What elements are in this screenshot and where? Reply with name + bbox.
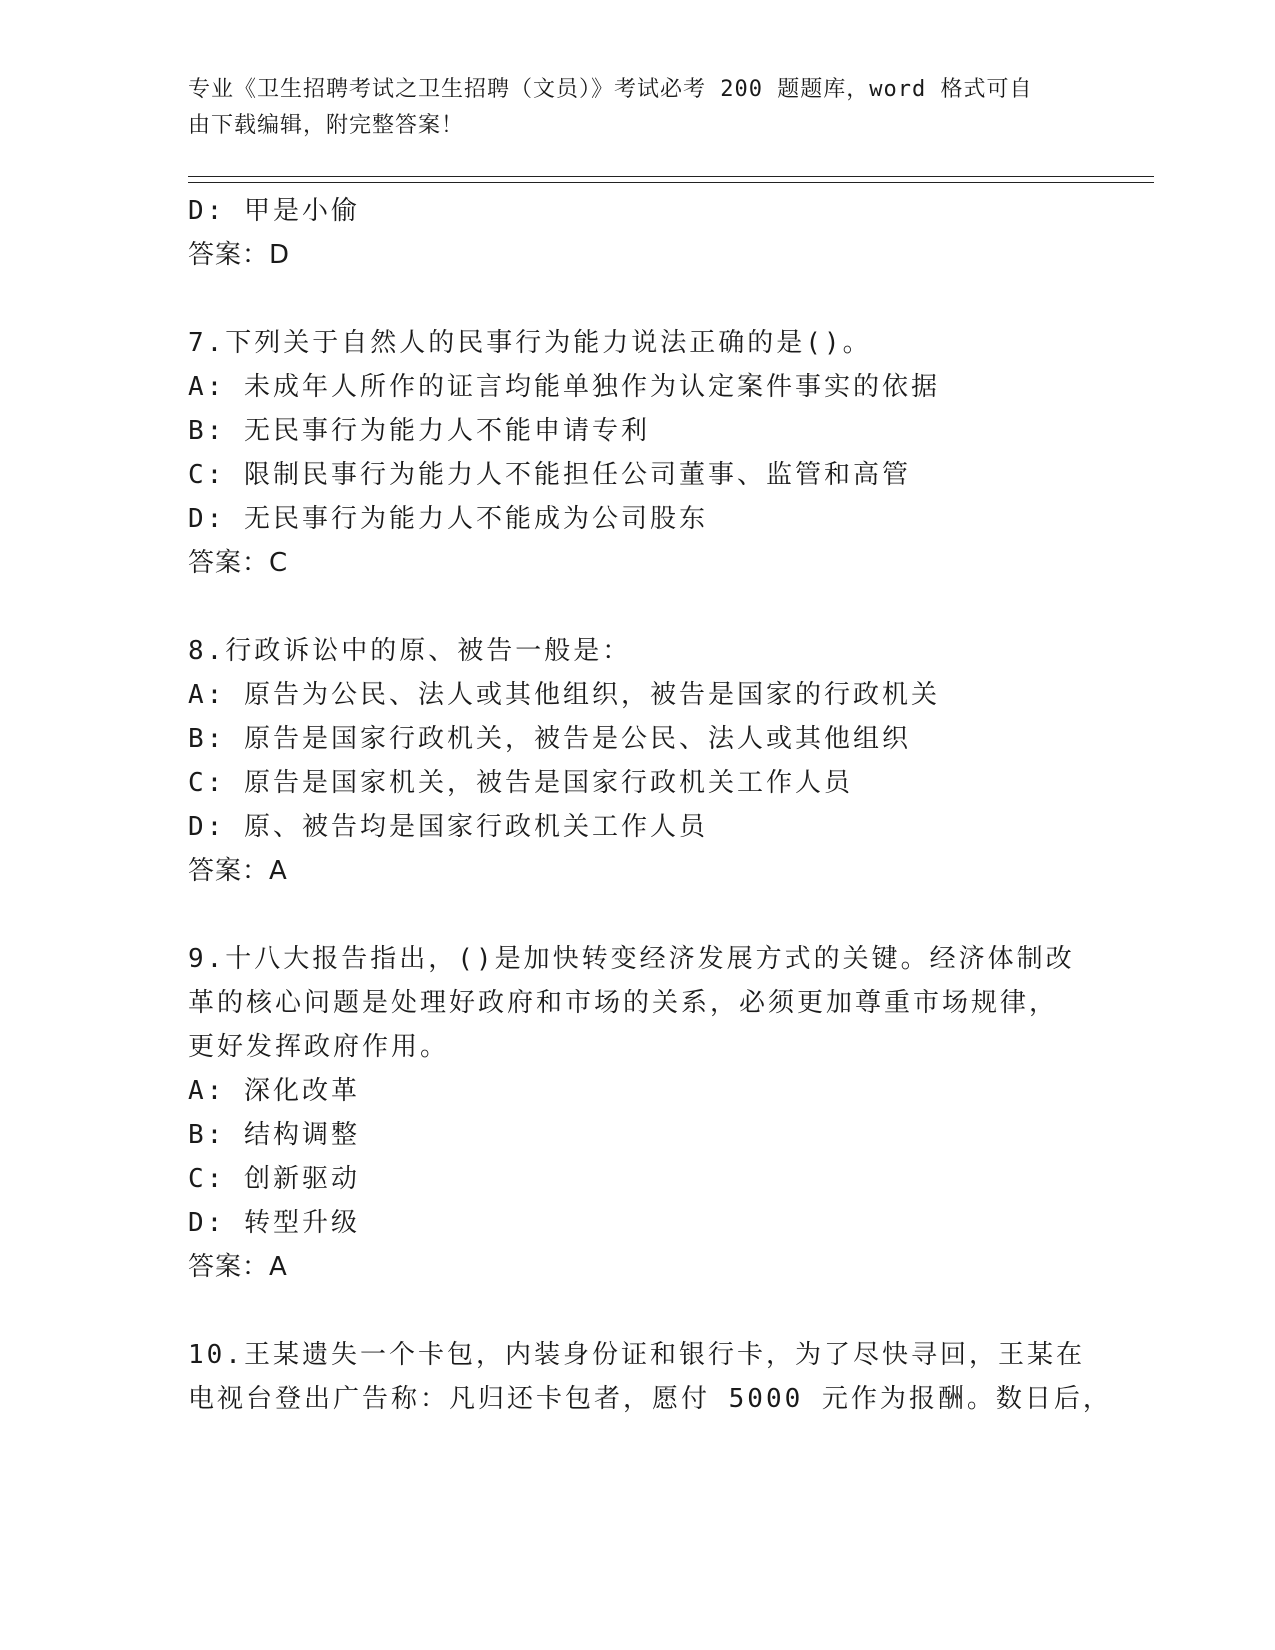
q8-answer: 答案：A [188,856,288,886]
q8-option-c: C: 原告是国家机关，被告是国家行政机关工作人员 [188,768,853,798]
q9-option-d: D: 转型升级 [188,1208,360,1238]
q8-option-b: B: 原告是国家行政机关，被告是公民、法人或其他组织 [188,724,911,754]
q8-option-d: D: 原、被告均是国家行政机关工作人员 [188,812,708,842]
q7-option-c: C: 限制民事行为能力人不能担任公司董事、监管和高管 [188,460,911,490]
header-rule-top [188,176,1154,177]
q9-option-a: A: 深化改革 [188,1076,360,1106]
q9-answer: 答案：A [188,1252,288,1282]
header-line-2: 由下载编辑，附完整答案！ [188,113,465,138]
q9-stem-line-2: 革的核心问题是处理好政府和市场的关系，必须更加尊重市场规律， [188,988,1059,1018]
q9-option-c: C: 创新驱动 [188,1164,360,1194]
header-line-1: 专业《卫生招聘考试之卫生招聘（文员）》考试必考 200 题题库，word 格式可自 [188,77,1033,102]
q10-stem-line-2: 电视台登出广告称：凡归还卡包者，愿付 5000 元作为报酬。数日后， [188,1384,1112,1414]
q8-stem: 8.行政诉讼中的原、被告一般是： [188,636,632,666]
q8-option-a: A: 原告为公民、法人或其他组织，被告是国家的行政机关 [188,680,940,710]
header-rule-bottom [188,182,1154,183]
q7-answer: 答案：C [188,548,289,578]
q7-option-b: B: 无民事行为能力人不能申请专利 [188,416,650,446]
document-header [188,72,1068,144]
q10-stem-line-1: 10.王某遗失一个卡包，内装身份证和银行卡，为了尽快寻回，王某在 [188,1340,1085,1370]
q6-answer: 答案：D [188,240,291,270]
q7-option-d: D: 无民事行为能力人不能成为公司股东 [188,504,708,534]
q6-option-d: D: 甲是小偷 [188,196,360,226]
q7-option-a: A: 未成年人所作的证言均能单独作为认定案件事实的依据 [188,372,940,402]
q7-stem: 7.下列关于自然人的民事行为能力说法正确的是()。 [188,328,872,358]
q9-stem-line-3: 更好发挥政府作用。 [188,1032,450,1062]
q9-option-b: B: 结构调整 [188,1120,360,1150]
q9-stem-line-1: 9.十八大报告指出，()是加快转变经济发展方式的关键。经济体制改 [188,944,1075,974]
